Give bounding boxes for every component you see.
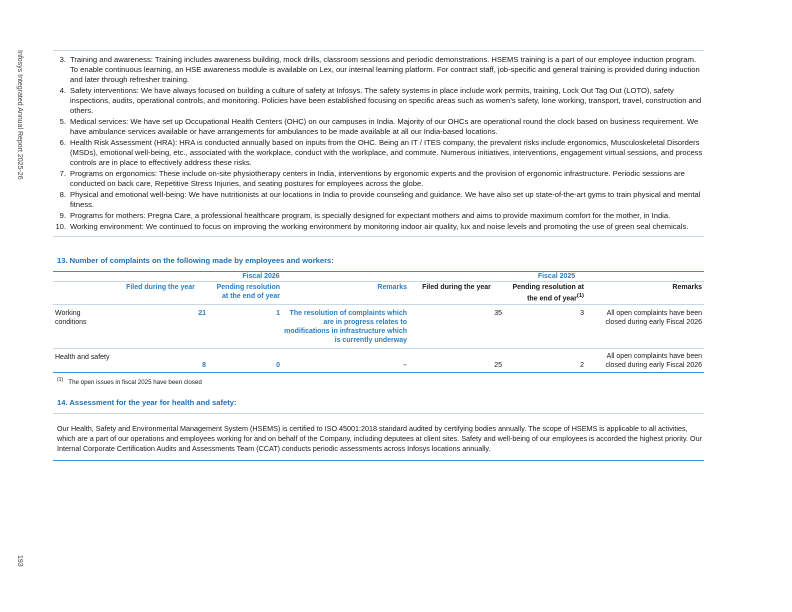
top-divider — [53, 50, 704, 51]
section-14-title: 14. Assessment for the year for health and safety: — [57, 398, 237, 408]
complaints-table — [53, 272, 704, 373]
row-label: Health and safety — [53, 349, 113, 373]
list-item: 7. Programs on ergonomics: These include on-site physiotherapy centers in India, interventions by ergonomic experts and the provision of ergonomic infrastructure. Periodic sessions are conducted on back care, Repetitive Stress Injuries, and seating postures for employees across the globe. — [59, 169, 685, 188]
list-item: 8. Physical and emotional well-being: We have nutritionists at our locations in India to provide counseling and guidance. We have also set up state-of-the-art gyms to train physical and mental fitness. — [59, 190, 701, 209]
list-item: 4. Safety interventions: We have always focused on building a culture of safety at Infosys. The safety systems in place include work permits, training, Lock Out Tag Out (LOTO), safety inspections, audits, operational controls, and monitoring. Policies have been established focusing on specific areas such as women’s safety, lone working, transport, travel, construction and others. — [59, 86, 702, 115]
report-title: Infosys Integrated Annual Report 2025-26 — [16, 50, 23, 180]
remarks-header-previous: Remarks — [672, 284, 702, 291]
section-divider — [53, 236, 704, 237]
list-item: 3. Training and awareness: Training includes awareness building, mock drills, classroom sessions and periodic demonstrations. HSEMS training is a part of our employee induction program. To enable continuous learning, an HSE awareness module is available on Lex, our internal learning platform. For contract staff, job-specific and general training is provided during induction and later through refresher training. — [59, 55, 700, 84]
remarks-header-current: Remarks — [377, 284, 407, 291]
section-14-paragraph: Our Health, Safety and Environmental Management System (HSEMS) is certified to ISO 45001:2018 standard audited by certifying bodies annually. The scope of HSEMS is applicable to all activities, which are a part of our operations and employees working for and on behalf of the Company, including deputees at client sites. Safety and well-being of our employees is accorded the highest priority. Our Internal Corporate Certification Audits and Assessments Team (CCAT) conducts periodic assessments across Infosys locations annually. — [57, 424, 702, 454]
section-13-title: 13. Number of complaints on the following made by employees and workers: — [57, 256, 334, 265]
table-row: Health and safety 8 0 – 25 2 All open complaints have been closed during early Fiscal 2026 — [53, 349, 704, 373]
list-item: 10. Working environment: We continued to focus on improving the working environment by monitoring indoor air quality, lux and noise levels and promoting the use of green seal chemicals. — [55, 222, 689, 231]
section-14-divider — [53, 413, 704, 414]
pending-header-previous: Pending resolution at the end of year$^{(1)}$ — [512, 284, 584, 303]
fiscal-2025-header: Fiscal 2025 — [409, 272, 704, 282]
table-row: Working conditions 21 1 The resolution of complaints which are in progress relates to modifications in infrastructure which is currently underway 35 3 All open complaints have been closed during early Fiscal 2026 — [53, 305, 704, 349]
list-item: 6. Health Risk Assessment (HRA): HRA is conducted annually based on inputs from the OHC. Being an IT / ITES company, the prevalent risks include ergonomics, Musculoskeletal Disorders (MSDs), emotional well-being, etc., associated with the workplace, conduct with the workplace, and commute. Numerous initiatives, interventions, engagement virtual sessions, and process controls are in place to effectively address these risks. — [59, 138, 703, 167]
bottom-rule — [53, 460, 704, 461]
page-content — [53, 50, 704, 461]
filed-header-current: Filed during the year — [126, 284, 195, 291]
well-being-list — [53, 55, 704, 232]
fiscal-2026-header: Fiscal 2026 — [113, 272, 409, 282]
pending-header-current: Pending resolution at the end of year — [216, 284, 280, 300]
row-label: Working conditions — [53, 305, 113, 349]
filed-header-previous: Filed during the year — [422, 284, 491, 291]
table-footnote: $^{(1)}$ The open issues in fiscal 2025 have been closed — [57, 377, 202, 387]
list-item: 9. Programs for mothers: Pregna Care, a professional healthcare program, is specially designed for expectant mothers and aims to provide maximum comfort for the mother, in India. — [59, 211, 671, 220]
list-item: 5. Medical services: We have set up Occupational Health Centers (OHC) on our campuses in India. Majority of our OHCs are operational round the clock based on business requirement. We have ambulance services available or have arrangements for ambulances to be made available at all our India-based locations. — [59, 117, 699, 136]
page-number: 193 — [16, 555, 23, 567]
